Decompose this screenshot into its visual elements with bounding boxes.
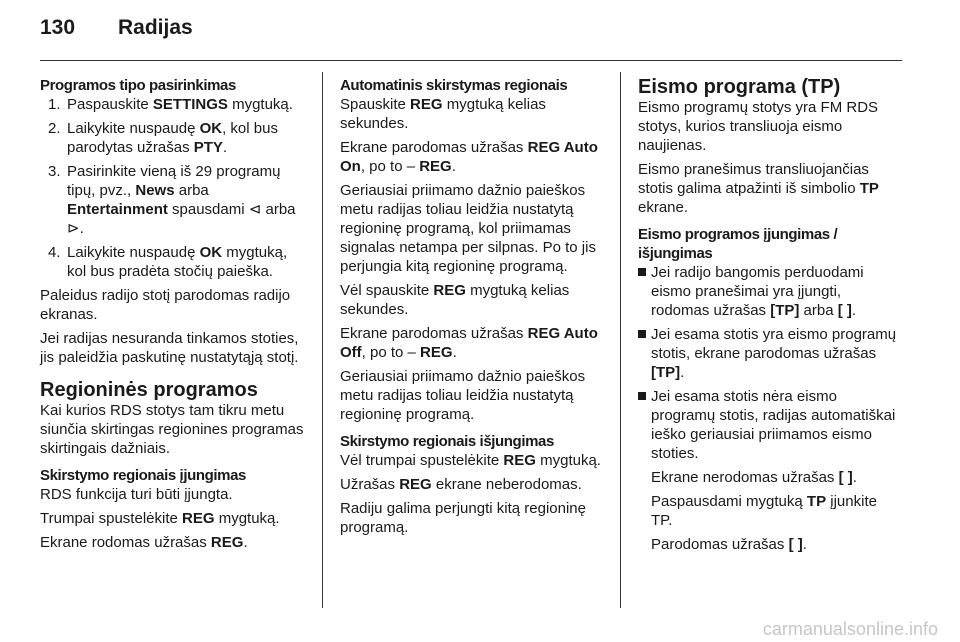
paragraph: Radiju galima perjungti kitą regioninę programą. — [340, 500, 586, 536]
watermark: carmanualsonline.info — [762, 619, 938, 639]
paragraph: Ekrane rodomas užrašas REG. — [40, 534, 248, 551]
seek-left-icon: ⊲ — [248, 201, 262, 218]
page-number: 130 — [40, 16, 76, 39]
list-item: Jei esama stotis nėra eismo programų stotis, radijas automatiškai ieško geriausiai priimamos eismo stoties. — [638, 387, 900, 463]
list-item: 2. Laikykite nuspaudę OK, kol bus parodytas užrašas PTY. — [48, 120, 278, 156]
column-1 — [40, 76, 308, 557]
paragraph: Eismo programų stotys yra FM RDS stotys, kurios transliuoja eismo naujienas. — [638, 99, 879, 154]
section-heading-regional-on: Skirstymo regionais įjungimas — [40, 467, 246, 484]
list-item: 3. Pasirinkite vieną iš 29 programų tipų, pvz., News arba Entertainment spausdami ⊲ arba ⊳. — [48, 163, 296, 237]
column-3 — [638, 76, 900, 559]
paragraph: Spauskite REG mygtuką kelias sekundes. — [340, 96, 546, 132]
list-item: Jei esama stotis yra eismo programų stotis, ekrane parodomas užrašas [TP]. — [638, 325, 900, 382]
steps-list — [40, 95, 308, 281]
section-heading-auto-regional: Automatinis skirstymas regionais — [340, 77, 568, 94]
section-heading-regional: Regioninės programos — [40, 379, 258, 401]
paragraph: Geriausiai priimamo dažnio paieškos metu radijas toliau leidžia nustatytą regioninę programą. — [340, 368, 586, 423]
paragraph: Geriausiai priimamo dažnio paieškos metu radijas toliau leidžia nustatytą regioninę programą, kol priimamas signalas netampa per silpnas. Po to jis perjungia kitą regioninę programą. — [340, 182, 596, 275]
section-heading-tp-toggle: Eismo programos įjungimas / išjungimas — [638, 226, 838, 262]
seek-right-icon: ⊳ — [67, 220, 80, 237]
page-title: Radijas — [118, 16, 193, 39]
paragraph: Kai kurios RDS stotys tam tikru metu siunčia skirtingas regionines programas skirtingais dažniais. — [40, 402, 304, 457]
paragraph: Ekrane parodomas užrašas REG Auto Off, po to – REG. — [340, 325, 598, 361]
paragraph: Ekrane nerodomas užrašas [ ]. — [651, 469, 857, 486]
paragraph: Parodomas užrašas [ ]. — [651, 536, 807, 553]
list-item: 1. Paspauskite SETTINGS mygtuką. — [48, 96, 293, 113]
paragraph: RDS funkcija turi būti įjungta. — [40, 486, 233, 503]
column-divider-2 — [620, 72, 621, 608]
list-item: Jei radijo bangomis perduodami eismo pranešimai yra įjungti, rodomas užrašas [TP] arba [ ]. — [638, 263, 900, 320]
bullet-list — [638, 263, 900, 463]
section-heading-traffic-program: Eismo programa (TP) — [638, 76, 841, 98]
bullet-square-icon — [638, 392, 646, 400]
paragraph: Jei radijas nesuranda tinkamos stoties, jis paleidžia paskutinę nustatytąją stotį. — [40, 330, 299, 366]
paragraph: Užrašas REG ekrane neberodomas. — [340, 476, 582, 493]
section-heading-regional-off: Skirstymo regionais išjungimas — [340, 433, 554, 450]
bullet-square-icon — [638, 268, 646, 276]
paragraph: Vėl spauskite REG mygtuką kelias sekundes. — [340, 282, 570, 318]
section-heading-program-type: Programos tipo pasirinkimas — [40, 77, 236, 94]
list-item: 4. Laikykite nuspaudę OK mygtuką, kol bus pradėta stočių paieška. — [48, 244, 288, 280]
paragraph: Trumpai spustelėkite REG mygtuką. — [40, 510, 280, 527]
paragraph: Vėl trumpai spustelėkite REG mygtuką. — [340, 452, 601, 469]
paragraph: Paspausdami mygtuką TP įjunkite TP. — [651, 493, 877, 529]
paragraph: Paleidus radijo stotį parodomas radijo ekranas. — [40, 287, 291, 323]
paragraph: Ekrane parodomas užrašas REG Auto On, po to – REG. — [340, 139, 598, 175]
column-2 — [340, 76, 608, 542]
paragraph: Eismo pranešimus transliuojančias stotis galima atpažinti iš simbolio TP ekrane. — [638, 161, 879, 216]
bullet-square-icon — [638, 330, 646, 338]
header-rule — [40, 60, 902, 61]
column-divider-1 — [322, 72, 323, 608]
